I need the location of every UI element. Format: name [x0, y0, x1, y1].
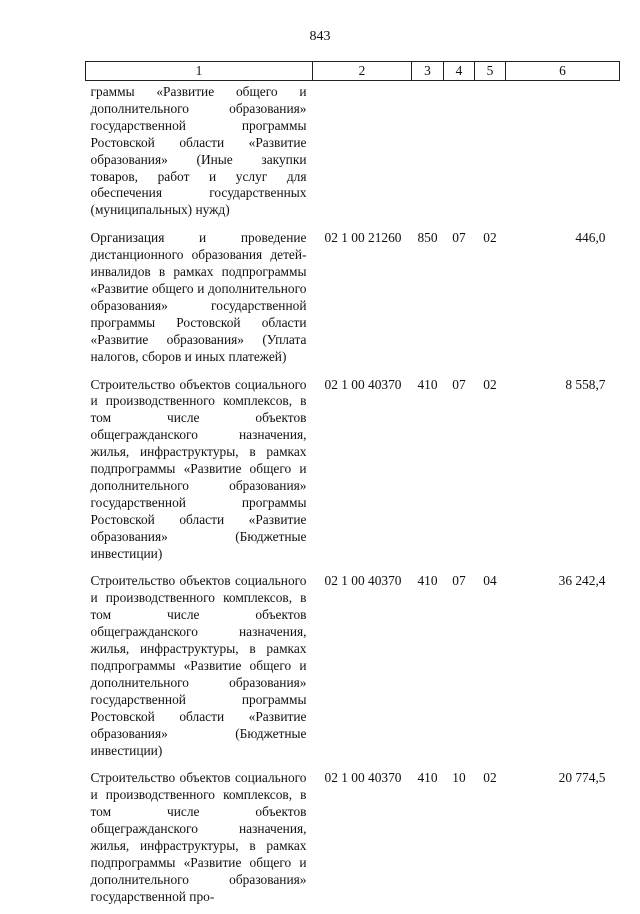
row-expense-type: 410 — [417, 770, 438, 786]
column-number-row — [86, 62, 620, 81]
row-description-text: Строительство объектов социального и производственного комплексов, в том числе объектов общегражданского назначения, жилья, инфраструктуры, в рамках подпрограммы «Развитие общего и дополнительного образования» государственной программы Ростовской области «Развитие образования» (Бюджетные инвестиции) — [90, 573, 307, 758]
row-expense-type — [412, 81, 444, 228]
column-header-5: 5 — [475, 62, 506, 81]
page-number: 843 — [309, 29, 331, 44]
row-section: 10 — [452, 770, 466, 786]
row-expense-type: 410 — [417, 376, 438, 392]
column-header-4: 4 — [444, 62, 475, 81]
row-target-code: 02 1 00 40370 — [324, 770, 402, 786]
row-description — [86, 767, 313, 913]
row-subsection: 02 — [483, 770, 497, 786]
table-row — [86, 767, 620, 913]
row-description — [86, 81, 313, 228]
row-description — [86, 227, 313, 373]
table-row — [86, 570, 620, 767]
row-subsection: 04 — [483, 573, 497, 589]
row-amount: 8 558,7 — [565, 376, 606, 392]
row-description-text: граммы «Развитие общего и дополнительного образования» государственной программы Ростовской области «Развитие образования» (Иные закупки товаров, работ и услуг для обеспечения государственных (муниципальных) нужд) — [90, 84, 307, 218]
table-row — [86, 227, 620, 373]
row-expense-type: 410 — [417, 573, 438, 589]
table-row — [86, 81, 620, 228]
row-target-code: 02 1 00 21260 — [324, 230, 402, 246]
budget-table — [85, 61, 620, 914]
row-description — [86, 374, 313, 571]
row-section: 07 — [452, 230, 466, 246]
row-target-code: 02 1 00 40370 — [324, 573, 402, 589]
row-amount — [506, 81, 620, 228]
row-amount: 446,0 — [575, 230, 606, 246]
row-subsection: 02 — [483, 230, 497, 246]
row-target-code: 02 1 00 40370 — [324, 376, 402, 392]
row-subsection: 02 — [483, 376, 497, 392]
row-target-code — [313, 81, 412, 228]
row-section — [444, 81, 475, 228]
row-section: 07 — [452, 573, 466, 589]
row-description-text: Организация и проведение дистанционного образования детей-инвалидов в рамках подпрограммы «Развитие общего и дополнительного образования» государственной программы Ростовской области «Развитие образования» (Уплата налогов, сборов и иных платежей) — [90, 230, 307, 364]
row-description-text: Строительство объектов социального и производственного комплексов, в том числе объектов общегражданского назначения, жилья, инфраструктуры, в рамках подпрограммы «Развитие общего и дополнительного образования» государственной про- — [90, 770, 307, 904]
column-header-2: 2 — [313, 62, 412, 81]
row-amount: 36 242,4 — [558, 573, 606, 589]
row-subsection — [475, 81, 506, 228]
column-header-6: 6 — [506, 62, 620, 81]
column-header-1: 1 — [86, 62, 313, 81]
row-section: 07 — [452, 376, 466, 392]
row-description — [86, 570, 313, 767]
column-header-3: 3 — [412, 62, 444, 81]
table-row — [86, 374, 620, 571]
row-amount: 20 774,5 — [558, 770, 606, 786]
row-description-text: Строительство объектов социального и производственного комплексов, в том числе объектов общегражданского назначения, жилья, инфраструктуры, в рамках подпрограммы «Развитие общего и дополнительного образования» государственной программы Ростовской области «Развитие образования» (Бюджетные инвестиции) — [90, 376, 307, 561]
row-expense-type: 850 — [417, 230, 438, 246]
